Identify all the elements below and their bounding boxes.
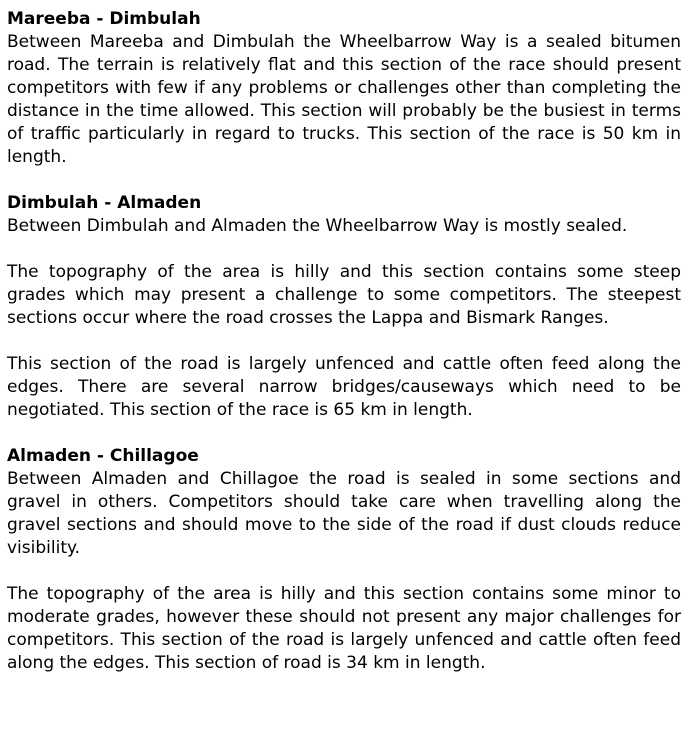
section-heading: Dimbulah - Almaden	[7, 193, 202, 213]
section-almaden-chillagoe	[7, 445, 681, 675]
section-dimbulah-almaden	[7, 192, 681, 422]
section-paragraph: Between Almaden and Chillagoe the road is sealed in some sections and gravel in others. Competitors should take care when travelling along the gravel sections and should move to the side of the road if dust clouds reduce visibility.	[7, 469, 681, 558]
section-heading: Mareeba - Dimbulah	[7, 9, 201, 29]
section-mareeba-dimbulah	[7, 8, 681, 169]
section-paragraph: The topography of the area is hilly and this section contains some minor to moderate grades, however these should not present any major challenges for competitors. This section of the road is largely unfenced and cattle often feed along the edges. This section of road is 34 km in length.	[7, 584, 681, 673]
section-paragraph: This section of the road is largely unfenced and cattle often feed along the edges. There are several narrow bridges/causeways which need to be negotiated. This section of the race is 65 km in length.	[7, 354, 681, 420]
section-paragraph: The topography of the area is hilly and this section contains some steep grades which may present a challenge to some competitors. The steepest sections occur where the road crosses the Lappa and Bismark Ranges.	[7, 262, 681, 328]
section-paragraph: Between Mareeba and Dimbulah the Wheelbarrow Way is a sealed bitumen road. The terrain is relatively flat and this section of the race should present competitors with few if any problems or challenges other than completing the distance in the time allowed. This section will probably be the busiest in terms of traffic particularly in regard to trucks. This section of the race is 50 km in length.	[7, 32, 681, 167]
section-paragraph: Between Dimbulah and Almaden the Wheelbarrow Way is mostly sealed.	[7, 216, 628, 236]
section-heading: Almaden - Chillagoe	[7, 446, 199, 466]
